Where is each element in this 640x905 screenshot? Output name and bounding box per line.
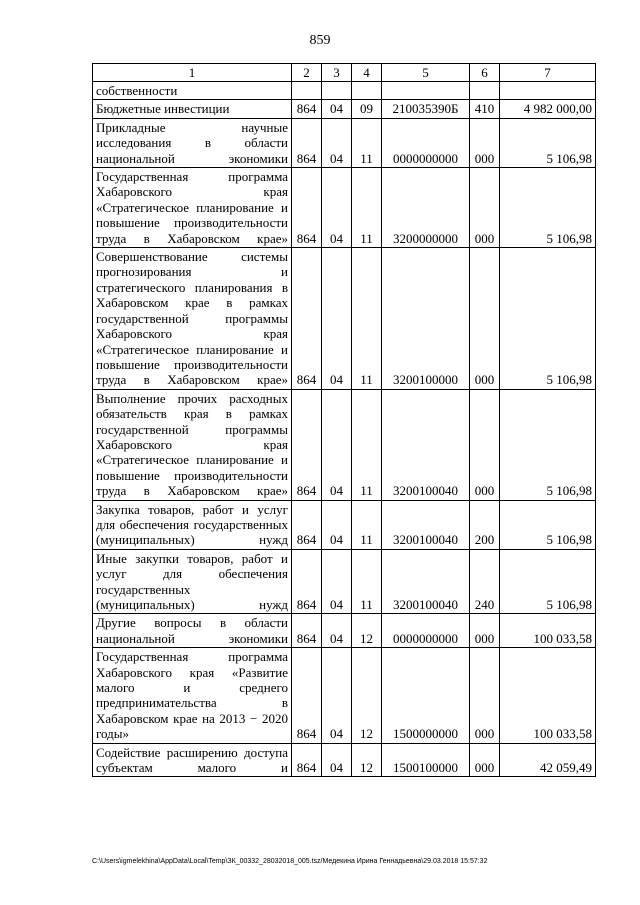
row-name: Иные закупки товаров, работ и услуг для обеспечения государственных (муниципальных) нужд [93, 549, 292, 614]
row-section: 04 [322, 614, 352, 648]
row-target-article: 1500100000 [382, 743, 470, 777]
row-expense-type: 240 [470, 549, 500, 614]
row-expense-type [470, 82, 500, 100]
column-header: 4 [352, 64, 382, 82]
row-target-article: 3200100000 [382, 248, 470, 390]
row-code: 864 [292, 614, 322, 648]
row-section: 04 [322, 118, 352, 167]
row-section: 04 [322, 168, 352, 248]
row-target-article: 210035390Б [382, 100, 470, 118]
row-target-article [382, 82, 470, 100]
row-subsection: 11 [352, 389, 382, 500]
row-expense-type: 410 [470, 100, 500, 118]
row-code: 864 [292, 100, 322, 118]
table-row [93, 100, 596, 118]
row-section: 04 [322, 743, 352, 777]
table-row [93, 549, 596, 614]
row-subsection: 09 [352, 100, 382, 118]
column-header: 6 [470, 64, 500, 82]
row-subsection: 12 [352, 648, 382, 743]
table-row [93, 118, 596, 167]
row-expense-type: 000 [470, 743, 500, 777]
row-subsection: 12 [352, 614, 382, 648]
table-row [93, 168, 596, 248]
column-header: 2 [292, 64, 322, 82]
table-header-row [93, 64, 596, 82]
table-row [93, 743, 596, 777]
row-target-article: 1500000000 [382, 648, 470, 743]
row-subsection: 12 [352, 743, 382, 777]
row-code: 864 [292, 118, 322, 167]
row-amount: 5 106,98 [500, 389, 596, 500]
column-header: 7 [500, 64, 596, 82]
row-expense-type: 000 [470, 248, 500, 390]
row-subsection: 11 [352, 248, 382, 390]
row-target-article: 0000000000 [382, 118, 470, 167]
file-path-footer: C:\Users\igmelekhina\AppData\Local\Temp\ЗК_00332_28032018_005.tsz/Медекина Ирина Геннадьевна\29.03.2018 15:57:32 [92, 858, 488, 865]
row-subsection: 11 [352, 118, 382, 167]
row-target-article: 0000000000 [382, 614, 470, 648]
row-section: 04 [322, 100, 352, 118]
row-amount: 100 033,58 [500, 614, 596, 648]
row-amount: 5 106,98 [500, 500, 596, 549]
table-row [93, 82, 596, 100]
column-header: 5 [382, 64, 470, 82]
row-expense-type: 200 [470, 500, 500, 549]
table-row [93, 389, 596, 500]
row-amount: 5 106,98 [500, 549, 596, 614]
row-section: 04 [322, 549, 352, 614]
row-subsection: 11 [352, 500, 382, 549]
column-header: 1 [93, 64, 292, 82]
row-section: 04 [322, 500, 352, 549]
row-target-article: 3200100040 [382, 549, 470, 614]
table-row [93, 614, 596, 648]
row-amount: 5 106,98 [500, 118, 596, 167]
budget-table [92, 63, 596, 777]
row-amount: 100 033,58 [500, 648, 596, 743]
row-name: Закупка товаров, работ и услуг для обеспечения государственных (муниципальных) нужд [93, 500, 292, 549]
row-code: 864 [292, 648, 322, 743]
row-expense-type: 000 [470, 168, 500, 248]
row-target-article: 3200100040 [382, 389, 470, 500]
row-name: Прикладные научные исследования в области национальной экономики [93, 118, 292, 167]
row-name: Государственная программа Хабаровского края «Стратегическое планирование и повышение производительности труда в Хабаровском крае» [93, 168, 292, 248]
row-subsection: 11 [352, 549, 382, 614]
row-expense-type: 000 [470, 614, 500, 648]
row-amount: 42 059,49 [500, 743, 596, 777]
row-amount: 4 982 000,00 [500, 100, 596, 118]
row-name: Бюджетные инвестиции [93, 100, 292, 118]
table-row [93, 648, 596, 743]
row-section [322, 82, 352, 100]
row-target-article: 3200100040 [382, 500, 470, 549]
row-name: Другие вопросы в области национальной экономики [93, 614, 292, 648]
row-name: Выполнение прочих расходных обязательств края в рамках государственной программы Хабаровского края «Стратегическое планирование и повышение производительности труда в Хабаровском крае» [93, 389, 292, 500]
row-expense-type: 000 [470, 648, 500, 743]
column-header: 3 [322, 64, 352, 82]
page-number: 859 [309, 33, 331, 48]
row-code: 864 [292, 743, 322, 777]
table-row [93, 500, 596, 549]
row-name: Содействие расширению доступа субъектам малого и [93, 743, 292, 777]
row-code [292, 82, 322, 100]
row-subsection: 11 [352, 168, 382, 248]
row-name: Совершенствование системы прогнозирования и стратегического планирования в Хабаровском крае в рамках государственной программы Хабаровского края «Стратегическое планирование и повышение производительности труда в Хабаровском крае» [93, 248, 292, 390]
row-subsection [352, 82, 382, 100]
row-code: 864 [292, 500, 322, 549]
row-section: 04 [322, 648, 352, 743]
row-amount [500, 82, 596, 100]
row-name: Государственная программа Хабаровского края «Развитие малого и среднего предпринимательства в Хабаровском крае на 2013 − 2020 годы» [93, 648, 292, 743]
row-amount: 5 106,98 [500, 248, 596, 390]
row-section: 04 [322, 389, 352, 500]
row-amount: 5 106,98 [500, 168, 596, 248]
row-expense-type: 000 [470, 389, 500, 500]
row-code: 864 [292, 248, 322, 390]
row-name: собственности [93, 82, 292, 100]
table-row [93, 248, 596, 390]
row-target-article: 3200000000 [382, 168, 470, 248]
row-code: 864 [292, 549, 322, 614]
row-section: 04 [322, 248, 352, 390]
row-code: 864 [292, 389, 322, 500]
row-expense-type: 000 [470, 118, 500, 167]
row-code: 864 [292, 168, 322, 248]
